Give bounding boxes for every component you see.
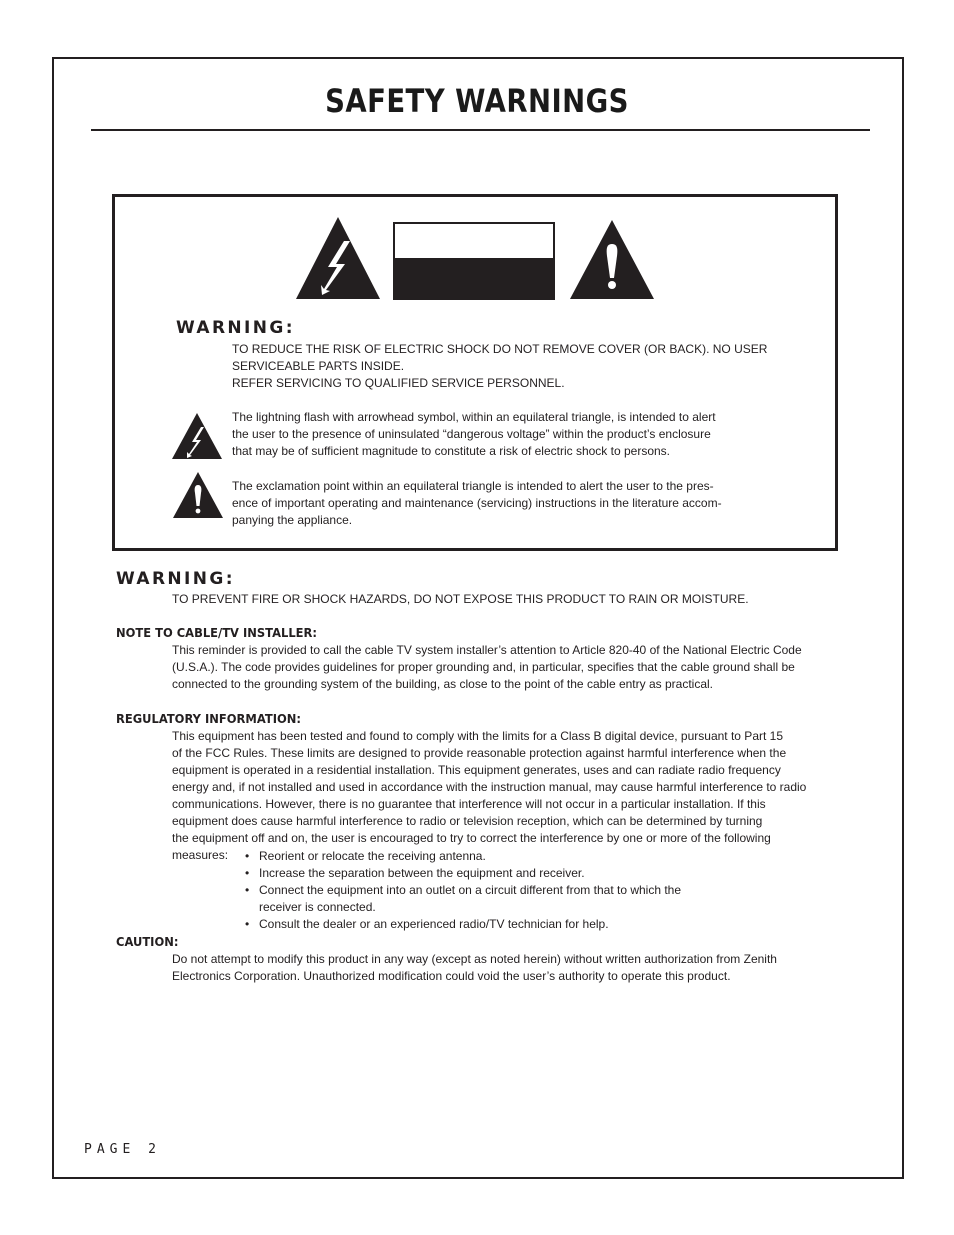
regulatory-text <box>172 728 806 864</box>
small-lightning-triangle-icon <box>171 412 223 460</box>
text-line: communications. However, there is no guarantee that interference will not occur in a particular installation. If this <box>172 797 766 811</box>
text-line: Electronics Corporation. Unauthorized modification could void the user’s authority to operate this product. <box>172 969 731 983</box>
text-line: The exclamation point within an equilateral triangle is intended to alert the user to the pres- <box>232 479 714 493</box>
text-line: The lightning flash with arrowhead symbol, within an equilateral triangle, is intended to alert <box>232 410 716 424</box>
cable-text <box>172 642 802 693</box>
text-line: of the FCC Rules. These limits are designed to provide reasonable protection against harmful interference when the <box>172 746 787 760</box>
text-line: This equipment has been tested and found to comply with the limits for a Class B digital device, pursuant to Part 15 <box>172 729 783 743</box>
list-item: • Reorient or relocate the receiving antenna. <box>245 848 681 865</box>
lightning-triangle-icon <box>294 215 382 300</box>
text-line: REFER SERVICING TO QUALIFIED SERVICE PERSONNEL. <box>232 376 565 390</box>
lightning-description <box>232 409 716 460</box>
cable-heading: NOTE TO CABLE/TV INSTALLER: <box>116 625 317 640</box>
text-line: Do not attempt to modify this product in any way (except as noted herein) without written authorization from Zenith <box>172 952 777 966</box>
caution-label-band <box>395 258 553 298</box>
text-line: TO PREVENT FIRE OR SHOCK HAZARDS, DO NOT EXPOSE THIS PRODUCT TO RAIN OR MOISTURE. <box>172 592 749 606</box>
text-line: the user to the presence of uninsulated “dangerous voltage” within the product’s enclosure <box>232 427 711 441</box>
page-title: SAFETY WARNINGS <box>325 82 629 120</box>
caution-text <box>172 951 777 985</box>
list-item: • Consult the dealer or an experienced radio/TV technician for help. <box>245 916 681 933</box>
regulatory-heading: REGULATORY INFORMATION: <box>116 711 301 726</box>
exclamation-description <box>232 478 722 529</box>
warning2-text <box>172 591 749 608</box>
warning-main-text <box>232 341 767 392</box>
text-line: SERVICEABLE PARTS INSIDE. <box>232 359 405 373</box>
text-line: This reminder is provided to call the cable TV system installer’s attention to Article 820-40 of the National Electric Code <box>172 643 802 657</box>
list-item-continuation: receiver is connected. <box>259 900 376 914</box>
caution-heading: CAUTION: <box>116 934 179 949</box>
list-item: • Increase the separation between the equipment and receiver. <box>245 865 681 882</box>
text-line: connected to the grounding system of the building, as close to the point of the cable entry as practical. <box>172 677 713 691</box>
warning2-heading: WARNING: <box>116 569 235 589</box>
caution-label <box>393 222 555 300</box>
page-number: PAGE 2 <box>84 1142 161 1157</box>
text-line: (U.S.A.). The code provides guidelines for proper grounding and, in particular, specifies that the cable ground shall be <box>172 660 795 674</box>
warning-heading: WARNING: <box>176 318 295 338</box>
text-line: equipment is operated in a residential installation. This equipment generates, uses and can radiate radio frequency <box>172 763 781 777</box>
text-line: equipment does cause harmful interference to radio or television reception, which can be determined by turning <box>172 814 763 828</box>
text-line: panying the appliance. <box>232 513 353 527</box>
text-line: measures: <box>172 848 229 862</box>
text-line: the equipment off and on, the user is encouraged to try to correct the interference by one or more of the following <box>172 831 771 845</box>
text-line: that may be of sufficient magnitude to constitute a risk of electric shock to persons. <box>232 444 670 458</box>
text-line: TO REDUCE THE RISK OF ELECTRIC SHOCK DO NOT REMOVE COVER (OR BACK). NO USER <box>232 342 768 356</box>
regulatory-measures-list <box>245 848 681 933</box>
small-exclamation-triangle-icon <box>172 471 224 519</box>
title-divider <box>91 129 870 131</box>
text-line: energy and, if not installed and used in accordance with the instruction manual, may cause harmful interference to radio <box>172 780 807 794</box>
exclamation-triangle-icon <box>568 218 656 300</box>
list-item: • Connect the equipment into an outlet on a circuit different from that to which the <box>245 882 681 899</box>
text-line: ence of important operating and maintenance (servicing) instructions in the literature accom- <box>232 496 722 510</box>
